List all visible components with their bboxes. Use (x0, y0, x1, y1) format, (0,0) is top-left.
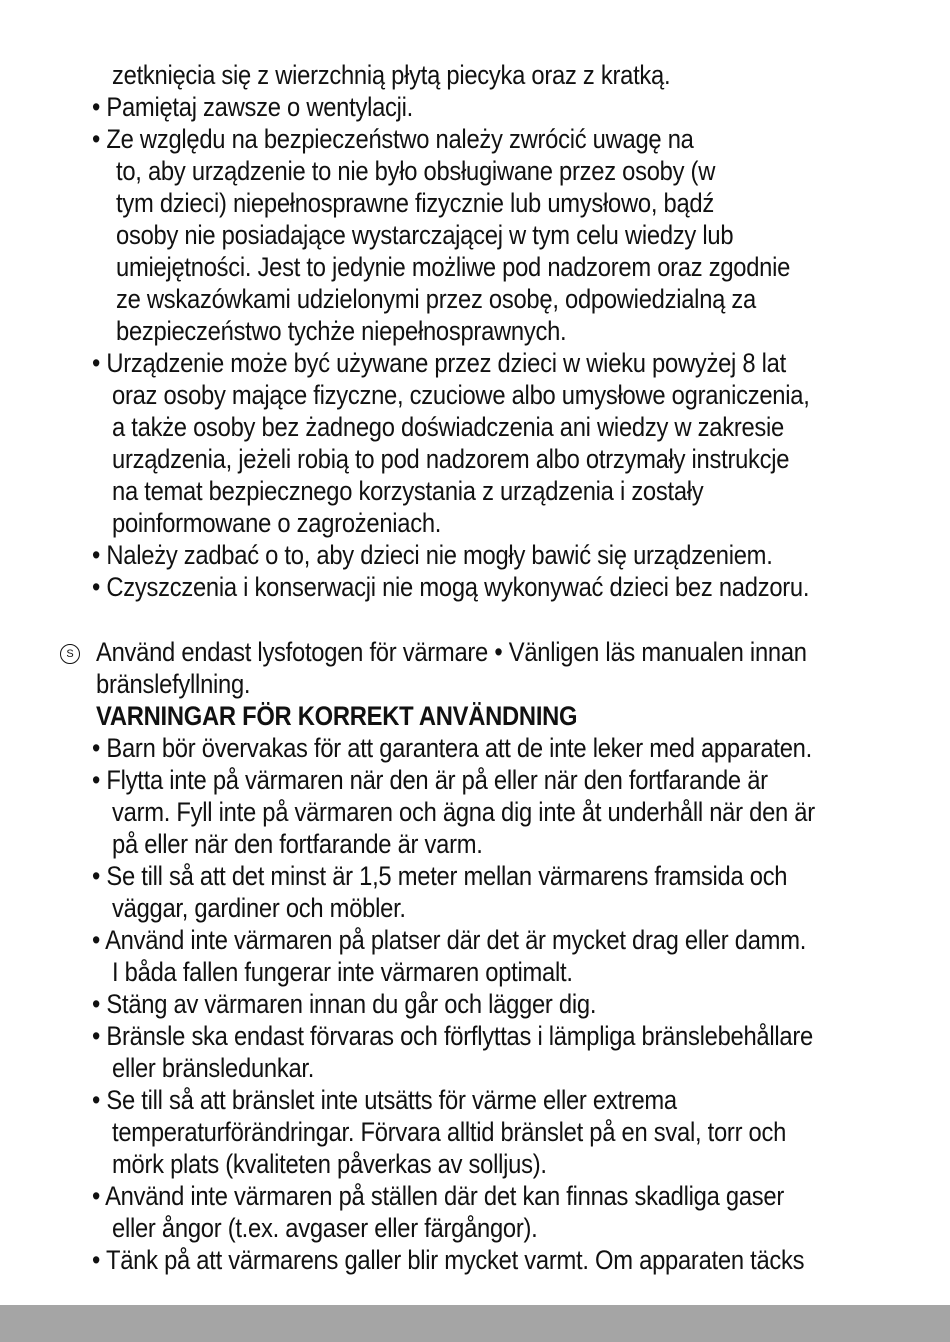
swedish-line: temperaturförändringar. Förvara alltid bränslet på en sval, torr och (112, 1117, 787, 1147)
swedish-intro-line: bränslefyllning. (96, 669, 251, 699)
polish-line: bezpieczeństwo tychże niepełnosprawnych. (116, 316, 567, 346)
swedish-line: • Tänk på att värmarens galler blir mycket varmt. Om apparaten täcks (92, 1245, 805, 1275)
swedish-intro-line: Använd endast lysfotogen för värmare • Vänligen läs manualen innan (96, 637, 807, 667)
swedish-line: I båda fallen fungerar inte värmaren optimalt. (112, 957, 573, 987)
polish-line: oraz osoby mające fizyczne, czuciowe albo umysłowe ograniczenia, (112, 380, 810, 410)
swedish-line: väggar, gardiner och möbler. (112, 893, 406, 923)
polish-line: poinformowane o zagrożeniach. (112, 508, 442, 538)
swedish-line: • Barn bör övervakas för att garantera att de inte leker med apparaten. (92, 733, 812, 763)
polish-line: umiejętności. Jest to jedynie możliwe pod nadzorem oraz zgodnie (116, 252, 791, 282)
swedish-line: • Använd inte värmaren på ställen där det kan finnas skadliga gaser (92, 1181, 784, 1211)
polish-line: tym dzieci) niepełnosprawne fizycznie lub umysłowo, bądź (116, 188, 714, 218)
polish-line: • Należy zadbać o to, aby dzieci nie mogły bawić się urządzeniem. (92, 540, 773, 570)
section-heading: VARNINGAR FÖR KORREKT ANVÄNDNING (96, 701, 578, 731)
swedish-line: • Bränsle ska endast förvaras och förflyttas i lämpliga bränslebehållare (92, 1021, 813, 1051)
polish-line: • Urządzenie może być używane przez dzieci w wieku powyżej 8 lat (92, 348, 786, 378)
footer-bar (0, 1305, 950, 1342)
swedish-line: mörk plats (kvaliteten påverkas av solljus). (112, 1149, 547, 1179)
swedish-line: eller ångor (t.ex. avgaser eller färgångor). (112, 1213, 538, 1243)
swedish-line: • Se till så att bränslet inte utsätts för värme eller extrema (92, 1085, 677, 1115)
polish-line: osoby nie posiadające wystarczającej w tym celu wiedzy lub (116, 220, 734, 250)
polish-line: a także osoby bez żadnego doświadczenia ani wiedzy w zakresie (112, 412, 785, 442)
swedish-line: • Se till så att det minst är 1,5 meter mellan värmarens framsida och (92, 861, 788, 891)
swedish-line: • Flytta inte på värmaren när den är på eller när den fortfarande är (92, 765, 768, 795)
polish-line: • Czyszczenia i konserwacji nie mogą wykonywać dzieci bez nadzoru. (92, 572, 810, 602)
polish-line: urządzenia, jeżeli robią to pod nadzorem albo otrzymały instrukcje (112, 444, 790, 474)
polish-line: ze wskazówkami udzielonymi przez osobę, odpowiedzialną za (116, 284, 757, 314)
swedish-line: varm. Fyll inte på värmaren och ägna dig inte åt underhåll när den är (112, 797, 815, 827)
polish-line: • Ze względu na bezpieczeństwo należy zwrócić uwagę na (92, 124, 694, 154)
swedish-line: eller bränsledunkar. (112, 1053, 315, 1083)
swedish-line: • Använd inte värmaren på platser där det är mycket drag eller damm. (92, 925, 807, 955)
swedish-line: på eller när den fortfarande är varm. (112, 829, 483, 859)
polish-line: na temat bezpiecznego korzystania z urządzenia i zostały (112, 476, 704, 506)
swedish-line: • Stäng av värmaren innan du går och lägger dig. (92, 989, 597, 1019)
language-badge-icon: S (60, 644, 80, 664)
polish-line: to, aby urządzenie to nie było obsługiwane przez osoby (w (116, 156, 716, 186)
polish-line: • Pamiętaj zawsze o wentylacji. (92, 92, 414, 122)
polish-line: zetknięcia się z wierzchnią płytą piecyka oraz z kratką. (112, 60, 671, 90)
